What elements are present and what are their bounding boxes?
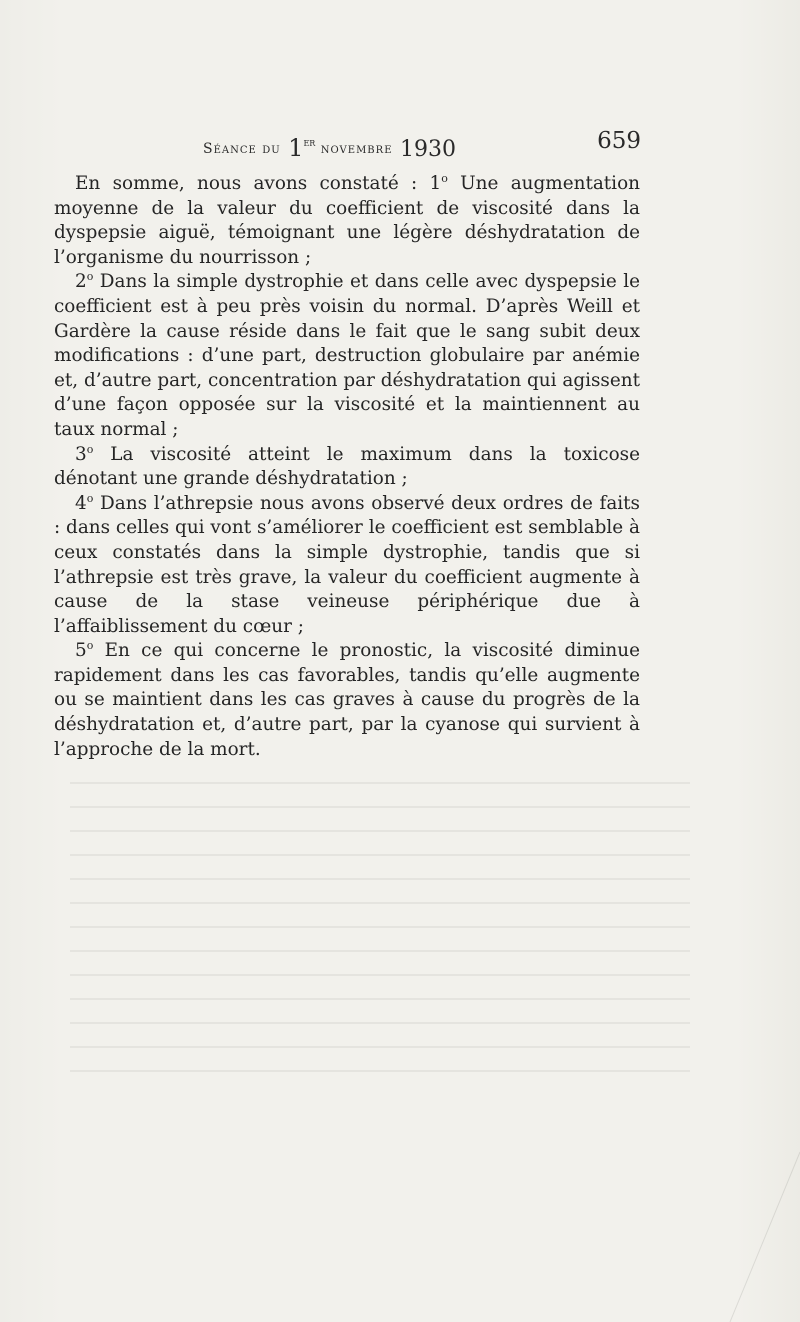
point-number: 5 bbox=[75, 640, 87, 662]
paragraph-point-2: 2$^o$ Dans la simple dystrophie et dans celle avec dyspepsie le coefficient est à peu près voisin du normal. D’après Weill et Gardère la cause réside dans le fait que le sang subit deux modifications : d’une part, destruction globulaire par anémie et, d’autre part, concentration par déshydratation qui agissent d’une façon opposée sur la viscosité et la maintiennent au taux normal ; bbox=[54, 270, 640, 440]
paragraph-point-4: 4$^o$ Dans l’athrepsie nous avons observé deux ordres de faits : dans celles qui vont s’améliorer le coefficient est semblable à ceux constatés dans la simple dystrophie, tandis que si l’athrepsie est très grave, la valeur du coefficient augmente à cause de la stase veineuse périphérique due à l’affaiblissement du cœur ; bbox=[54, 491, 640, 637]
title-year: 1930 bbox=[399, 137, 456, 162]
point-number: 4 bbox=[75, 492, 87, 514]
title-prefix: Séance du bbox=[203, 141, 287, 157]
page-number: 659 bbox=[597, 128, 641, 154]
paragraph-point-3: 3$^o$ La viscosité atteint le maximum dans la toxicose dénotant une grande déshydratation ; bbox=[54, 442, 640, 490]
ordinal-suffix: er bbox=[303, 136, 316, 149]
show-through-bleed bbox=[70, 760, 690, 1140]
page-edge-mark bbox=[700, 1122, 800, 1322]
point-number: 2 bbox=[75, 271, 87, 293]
title-month: novembre bbox=[315, 141, 398, 157]
title-ordinal: 1er bbox=[288, 134, 316, 162]
body-text bbox=[54, 172, 640, 762]
point-number: 3 bbox=[75, 443, 87, 465]
paragraph-point-5: 5$^o$ En ce qui concerne le pronostic, la viscosité diminue rapidement dans les cas favorables, tandis qu’elle augmente ou se maintient dans les cas graves à cause du progrès de la déshydratation et, d’autre part, par la cyanose qui survient à l’approche de la mort. bbox=[54, 639, 640, 760]
running-title bbox=[203, 134, 456, 162]
paragraph-summary: En somme, nous avons constaté : 1$^o$ Une augmentation moyenne de la valeur du coefficient de viscosité dans la dyspepsie aiguë, témoignant une légère déshydratation de l’organisme du nourrisson ; bbox=[54, 172, 640, 268]
running-header bbox=[203, 128, 641, 160]
